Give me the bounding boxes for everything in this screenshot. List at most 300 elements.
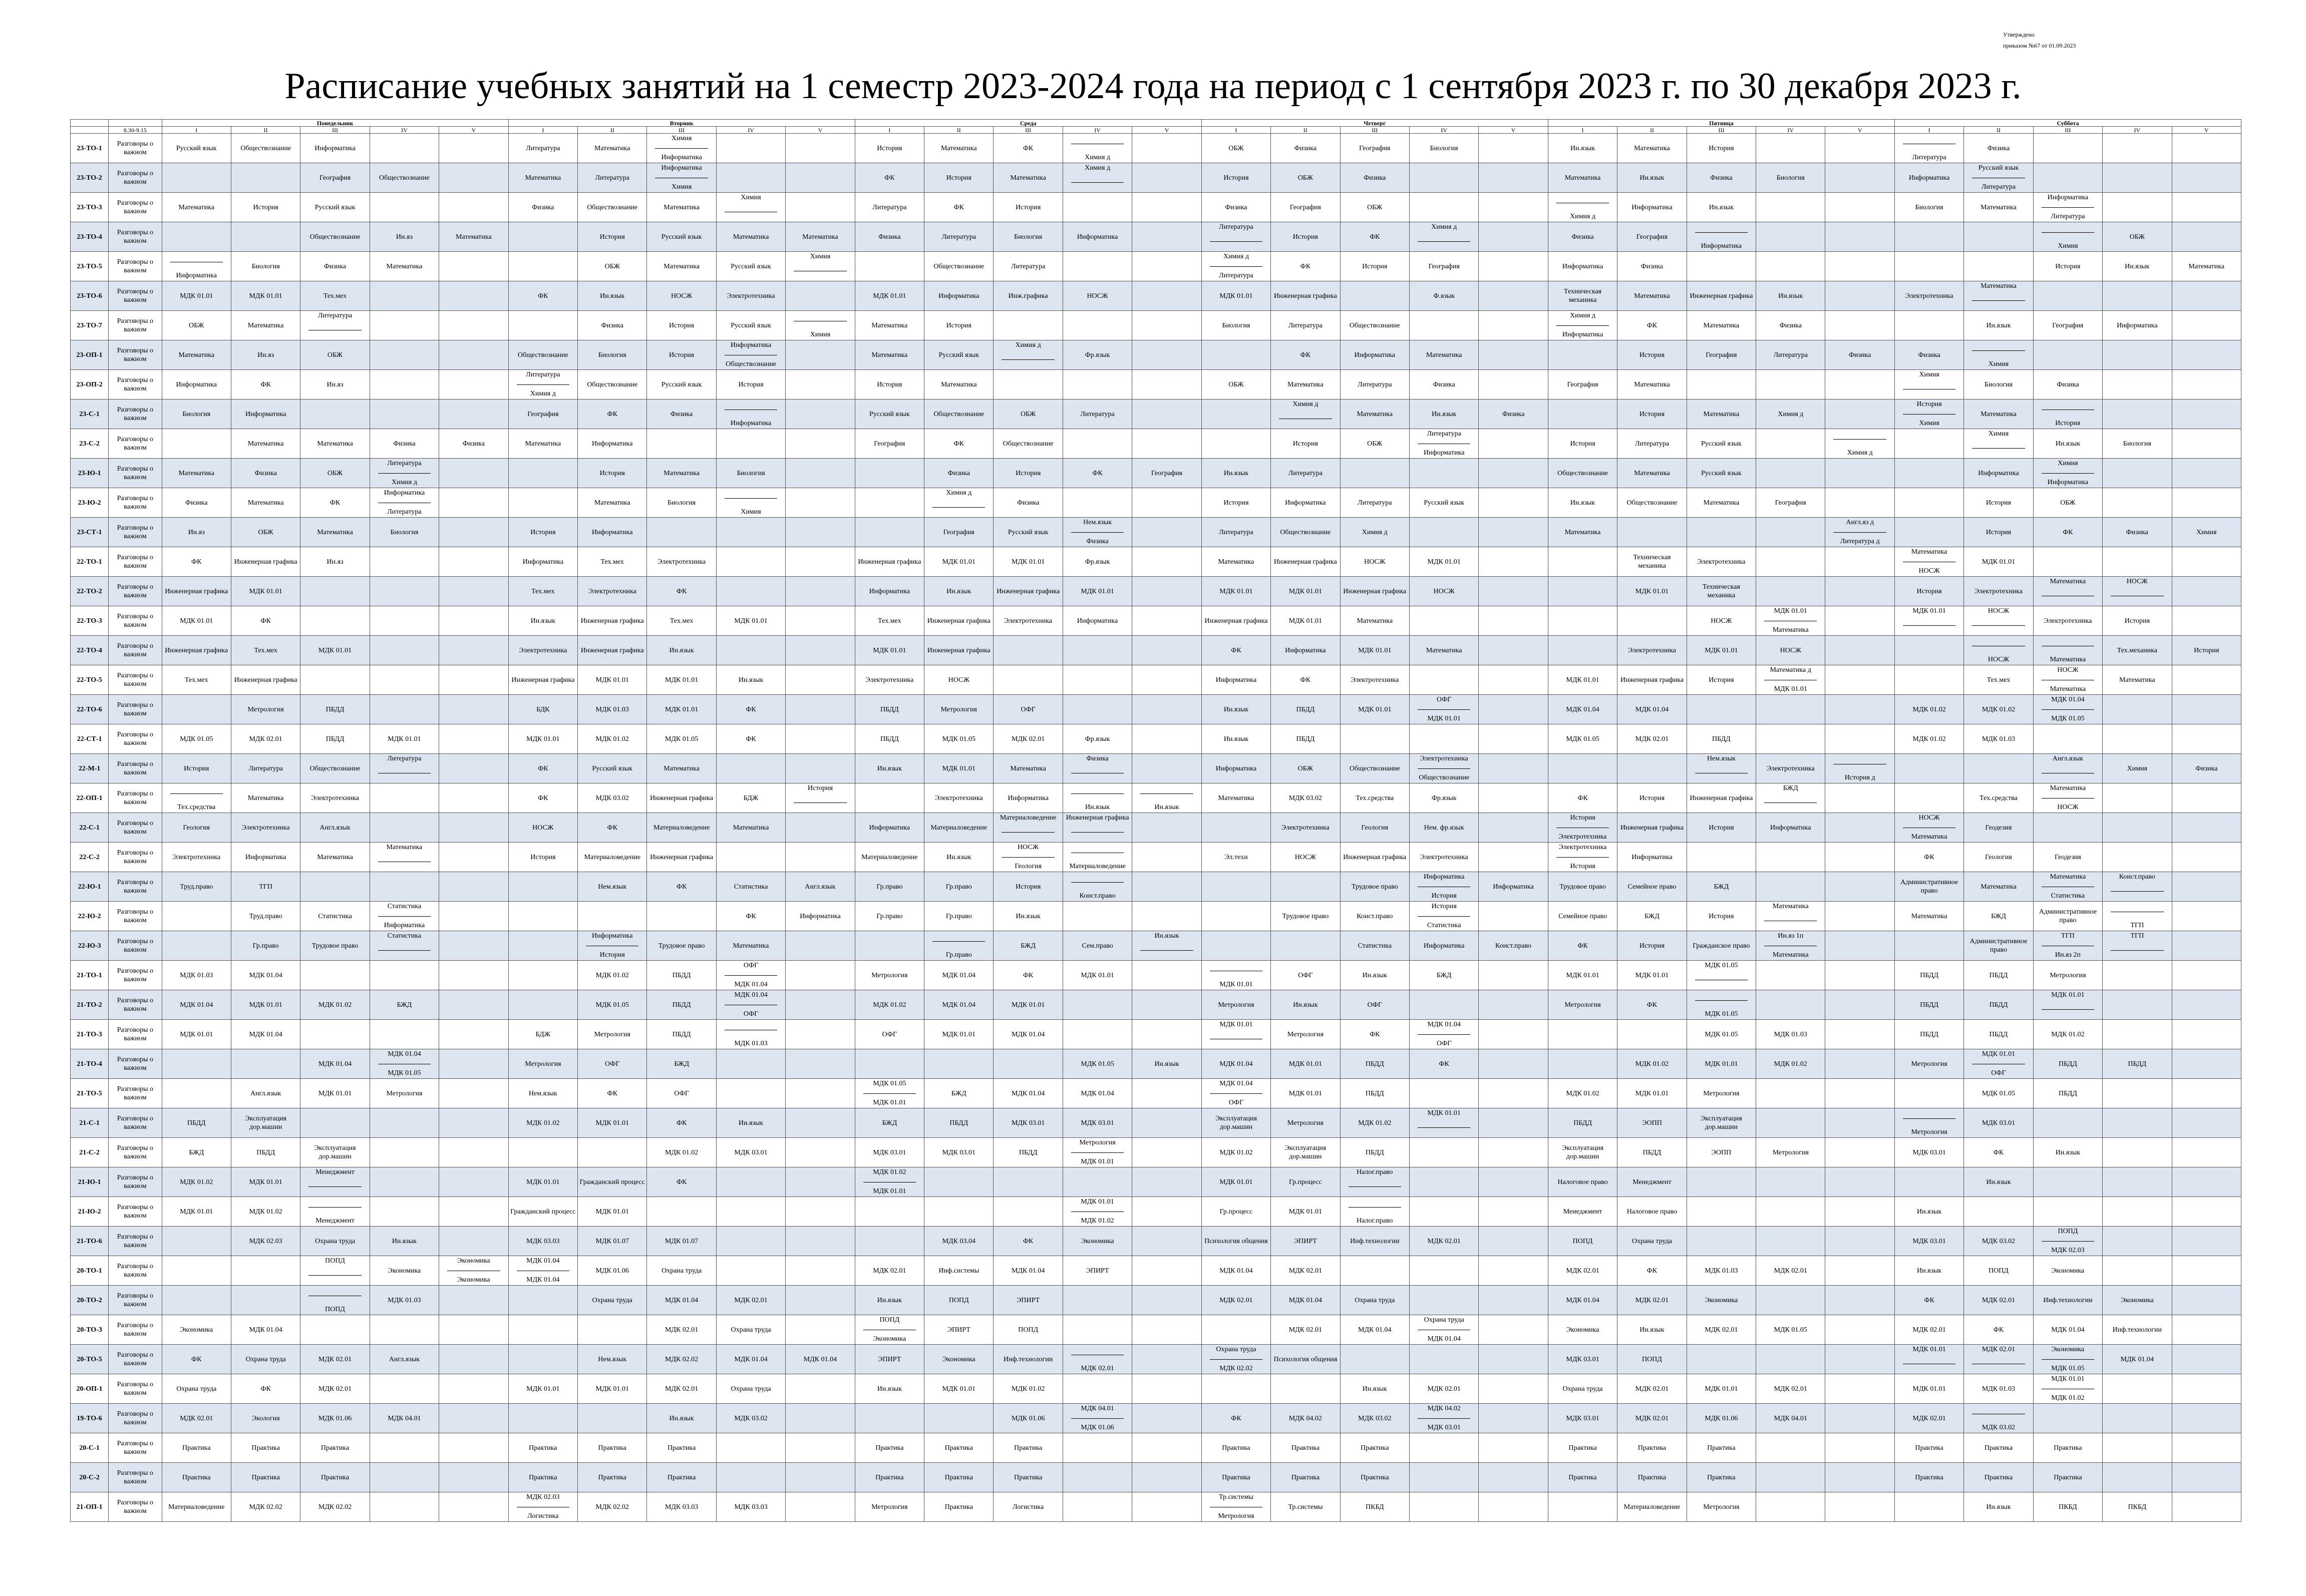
lesson-cell [716,488,785,518]
lesson-cell [1825,1492,1894,1522]
lesson-cell [924,1404,994,1433]
lesson-cell [1063,1404,1132,1433]
lesson-cell [1825,1020,1894,1049]
lesson-cell: ПОПД [924,1286,994,1315]
lesson-cell: Практика [855,1463,924,1492]
lesson-cell: ПОПД [1617,1345,1687,1374]
lesson-cell [1687,961,1756,990]
lesson-cell [1687,518,1756,547]
razgovor-cell: Разговоры о важном [109,518,162,547]
lesson-cell [786,163,855,193]
lesson-cell: Обществознание [1548,459,1617,488]
lesson-cell [1825,1374,1894,1404]
razgovor-cell: Разговоры о важном [109,222,162,252]
lesson-cell: Инф.технологии [1340,1227,1409,1256]
lesson-cell: Математика [1617,459,1687,488]
lesson-cell: История [855,134,924,163]
lesson-cell [2172,429,2241,459]
lesson-cell: История [1201,488,1270,518]
lesson-cell: Ф.язык [1409,281,1478,311]
split-lesson [2035,784,2101,812]
lesson-cell [716,134,785,163]
lesson-cell [1964,1345,2033,1374]
lesson-cell: Охрана труда [162,1374,231,1404]
split-lesson [718,341,784,369]
lesson-cell: Математика [994,754,1063,783]
lesson-cell [300,961,370,990]
lesson-cell [1132,1286,1201,1315]
razgovor-cell: Разговоры о важном [109,1020,162,1049]
lesson-top: Англ.яз д [1846,519,1874,526]
lesson-bottom: Обществознание [1419,774,1470,781]
lesson-cell [2172,1315,2241,1345]
lesson-cell [1687,370,1756,400]
lesson-cell: Экономика [1548,1315,1617,1345]
lesson-cell: МДК 01.02 [300,990,370,1020]
group-cell: 21-Ю-1 [71,1167,109,1197]
lesson-cell: МДК 01.01 [1964,547,2033,577]
lesson-cell [1132,340,1201,370]
lesson-cell: Информатика [1271,636,1340,665]
group-cell: 21-ТО-5 [71,1079,109,1108]
lesson-cell: МДК 02.02 [647,1345,716,1374]
lesson-cell [1063,872,1132,902]
lesson-cell: Информатика [1617,193,1687,222]
pair-header: IV [1063,127,1132,134]
lesson-top: МДК 01.05 [873,1080,906,1087]
lesson-cell: МДК 02.01 [994,724,1063,754]
split-lesson [1133,932,1200,960]
lesson-cell [2172,222,2241,252]
lesson-cell [508,1345,577,1374]
lesson-cell: Инженерная графика [508,665,577,695]
lesson-bottom: МДК 01.05 [1705,1010,1738,1018]
lesson-cell [439,252,508,281]
lesson-cell: Материаловедение [162,1492,231,1522]
lesson-cell: Биология [578,340,647,370]
lesson-cell [1201,961,1270,990]
lesson-cell: Нем. фр.язык [1409,813,1478,843]
split-divider [378,950,431,951]
lesson-cell: МДК 01.04 [231,1020,300,1049]
lesson-cell: Охрана труда [1617,1227,1687,1256]
lesson-cell [2172,1049,2241,1079]
razgovor-cell: Разговоры о важном [109,429,162,459]
lesson-cell [370,1374,439,1404]
lesson-top: Химия [810,253,831,260]
lesson-bottom: История [1570,863,1595,870]
lesson-cell [1756,193,1825,222]
lesson-cell [1063,990,1132,1020]
lesson-cell [439,1079,508,1108]
pair-header: III [1687,127,1756,134]
table-row [71,429,2241,459]
lesson-cell: Физика [2172,754,2241,783]
split-divider [725,498,777,499]
lesson-cell: Инженерная графика [1201,606,1270,636]
lesson-cell [1409,606,1478,636]
lesson-cell: География [1409,252,1478,281]
lesson-bottom: Информатика [661,154,702,161]
lesson-cell [786,606,855,636]
lesson-cell: НОСЖ [647,281,716,311]
lesson-cell [1132,518,1201,547]
lesson-cell: Электротехника [162,843,231,872]
lesson-cell: МДК 01.01 [1687,1374,1756,1404]
lesson-cell: Литература [1271,459,1340,488]
lesson-cell [1825,400,1894,429]
lesson-bottom: Ин.яз 2п [2055,951,2081,959]
lesson-cell: Тех.мех [1964,665,2033,695]
lesson-cell: Ин.язык [647,1404,716,1433]
lesson-cell [2172,1138,2241,1167]
lesson-cell [716,1433,785,1463]
lesson-cell: Трудовое право [1548,872,1617,902]
table-row [71,1492,2241,1522]
lesson-cell [2033,1197,2102,1227]
split-lesson [856,1316,923,1344]
lesson-cell: Физика [162,488,231,518]
lesson-cell: Биология [1756,163,1825,193]
split-lesson [1203,1493,1269,1521]
split-lesson [718,400,784,428]
lesson-cell: МДК 01.01 [924,754,994,783]
lesson-cell: ФК [994,1227,1063,1256]
lesson-cell [1409,1463,1478,1492]
lesson-cell [716,1049,785,1079]
lesson-cell [1201,931,1270,961]
split-lesson [1272,400,1339,428]
lesson-cell [439,1492,508,1522]
lesson-cell [1132,783,1201,813]
lesson-cell: Материаловедение [578,843,647,872]
lesson-cell: Математика [1201,547,1270,577]
lesson-cell: МДК 01.01 [994,990,1063,1020]
lesson-cell [370,1197,439,1227]
split-lesson [2104,902,2170,930]
lesson-bottom: Химия д [1085,154,1111,161]
lesson-cell [2172,931,2241,961]
lesson-cell [1687,1345,1756,1374]
table-row [71,1138,2241,1167]
lesson-cell: Математика [1409,636,1478,665]
lesson-cell: Математика [231,488,300,518]
lesson-top: Налог.право [1357,1168,1393,1176]
lesson-cell [231,163,300,193]
lesson-cell [1479,961,1548,990]
lesson-cell: Математика [1548,163,1617,193]
lesson-cell: Математика [1617,281,1687,311]
lesson-cell: История [1687,665,1756,695]
lesson-cell: МДК 01.02 [578,961,647,990]
razgovor-cell: Разговоры о важном [109,252,162,281]
lesson-cell: География [924,518,994,547]
lesson-cell [1132,961,1201,990]
lesson-bottom: Геология [1015,863,1042,870]
lesson-cell: НОСЖ [508,813,577,843]
lesson-cell [786,1227,855,1256]
lesson-cell: История [647,311,716,340]
lesson-cell [1201,1079,1270,1108]
lesson-top: МДК 01.01 [2051,1375,2085,1383]
lesson-cell [439,547,508,577]
lesson-cell: МДК 01.01 [578,1108,647,1138]
lesson-cell: ПБДД [1964,961,2033,990]
lesson-cell [1479,1167,1548,1197]
lesson-cell [1409,459,1478,488]
lesson-cell: Семейное право [1548,902,1617,931]
lesson-cell: История [1687,813,1756,843]
group-cell: 23-С-1 [71,400,109,429]
lesson-cell [370,931,439,961]
lesson-top: Экономика [457,1257,490,1265]
lesson-cell [370,665,439,695]
lesson-cell: МДК 02.01 [1201,1286,1270,1315]
lesson-cell [1132,1197,1201,1227]
lesson-cell [716,1197,785,1227]
lesson-cell [1479,1049,1548,1079]
lesson-cell: МДК 01.01 [647,665,716,695]
lesson-cell [1132,429,1201,459]
lesson-cell: Англ.язык [370,1345,439,1374]
lesson-cell: Электротехника [1756,754,1825,783]
razgovor-cell: Разговоры о важном [109,163,162,193]
split-divider [1833,532,1886,533]
lesson-cell: МДК 01.02 [1894,724,1963,754]
lesson-cell: Практика [1201,1433,1270,1463]
lesson-cell: МДК 03.01 [1894,1138,1963,1167]
lesson-cell [1894,370,1963,400]
lesson-cell [716,1020,785,1049]
group-cell: 23-Ю-2 [71,488,109,518]
lesson-cell [1201,400,1270,429]
lesson-cell [370,1433,439,1463]
group-cell: 21-С-1 [71,1108,109,1138]
split-lesson [1064,754,1131,782]
group-cell: 22-Ю-1 [71,872,109,902]
split-divider [1071,832,1124,833]
lesson-cell [578,902,647,931]
lesson-top: МДК 01.05 [1705,962,1738,969]
lesson-cell [1825,902,1894,931]
lesson-cell [2172,340,2241,370]
lesson-cell: ПБДД [1548,1108,1617,1138]
split-lesson [1064,814,1131,842]
lesson-cell: История [994,459,1063,488]
lesson-cell: МДК 01.01 [1201,577,1270,606]
group-cell: 21-ОП-1 [71,1492,109,1522]
lesson-cell [1479,1227,1548,1256]
lesson-cell: ФК [578,400,647,429]
lesson-cell: МДК 03.01 [855,1138,924,1167]
lesson-cell: МДК 02.01 [1617,724,1687,754]
lesson-cell: История [1617,340,1687,370]
lesson-cell: Обществознание [300,754,370,783]
lesson-top: НОСЖ [2126,578,2148,585]
lesson-bottom: История [599,951,625,959]
lesson-cell: Физика [508,193,577,222]
lesson-cell: ПБДД [1271,695,1340,724]
lesson-cell [2103,695,2172,724]
group-cell: 22-М-1 [71,754,109,783]
lesson-cell [300,1020,370,1049]
group-cell: 22-ТО-6 [71,695,109,724]
pair-header: V [2172,127,2241,134]
lesson-cell [162,163,231,193]
lesson-cell: Ин.язык [1132,1049,1201,1079]
lesson-cell: МДК 01.05 [1964,1079,2033,1108]
lesson-cell: Биология [370,518,439,547]
lesson-cell [1894,665,1963,695]
lesson-cell: БЖД [1409,961,1478,990]
lesson-cell: Фр.язык [1063,340,1132,370]
lesson-cell [508,961,577,990]
lesson-cell [370,281,439,311]
lesson-bottom: ОФГ [1228,1099,1244,1106]
lesson-cell [1548,813,1617,843]
lesson-cell [1271,1374,1340,1404]
split-divider [1695,232,1748,233]
lesson-cell [2103,1167,2172,1197]
split-divider [1071,882,1124,883]
table-row [71,1286,2241,1315]
lesson-cell: МДК 01.01 [1617,577,1687,606]
lesson-cell: Обществознание [508,340,577,370]
lesson-cell [1132,695,1201,724]
lesson-cell: Инф.системы [924,1256,994,1286]
lesson-cell: Информатика [1964,459,2033,488]
lesson-cell [2103,1138,2172,1167]
lesson-cell [1132,134,1201,163]
day-header: Суббота [1894,120,2241,127]
lesson-cell [1687,252,1756,281]
lesson-top: МДК 01.01 [1774,607,1807,615]
lesson-cell: Практика [1271,1433,1340,1463]
lesson-cell: ФК [508,783,577,813]
lesson-top: ОФГ [743,962,759,969]
lesson-cell: Фр.язык [1063,547,1132,577]
lesson-cell [1825,1167,1894,1197]
lesson-cell: Информатика [1617,843,1687,872]
lesson-cell: МДК 01.04 [1271,1286,1340,1315]
lesson-cell: МДК 01.02 [647,1138,716,1167]
split-lesson [1965,1050,2032,1078]
lesson-cell: История [2103,606,2172,636]
lesson-cell [370,193,439,222]
lesson-cell [716,843,785,872]
lesson-bottom: Тех.средства [177,804,216,811]
split-lesson [1965,607,2032,635]
lesson-cell: МДК 02.01 [1271,1315,1340,1345]
lesson-bottom: МДК 02.01 [1081,1365,1114,1372]
lesson-cell [1894,1079,1963,1108]
lesson-cell: Математика [439,222,508,252]
lesson-cell: Эксплуатация дор.машин [1201,1108,1270,1138]
split-divider [1695,1000,1748,1001]
lesson-cell: Математика [508,163,577,193]
lesson-cell: Математика [647,459,716,488]
lesson-top: БЖД [1783,784,1798,792]
lesson-cell [2103,577,2172,606]
lesson-cell [2103,547,2172,577]
lesson-cell: Физика [855,222,924,252]
lesson-cell: Ин.язык [2033,429,2102,459]
lesson-cell: География [1548,370,1617,400]
lesson-cell: Физика [647,400,716,429]
lesson-cell: Тех.мех [508,577,577,606]
lesson-cell [1825,163,1894,193]
split-lesson [301,1168,368,1196]
lesson-cell: Ин.язык [1964,1492,2033,1522]
lesson-cell [439,488,508,518]
lesson-cell: ПБДД [2033,1049,2102,1079]
lesson-cell: ПБДД [300,724,370,754]
day-header: Четверг [1201,120,1548,127]
split-lesson [2035,1345,2101,1373]
lesson-cell [1479,1197,1548,1227]
lesson-cell [1479,813,1548,843]
lesson-top: Литература [1427,430,1461,438]
lesson-cell: Метрология [855,961,924,990]
pair-header: I [162,127,231,134]
lesson-cell: ФК [162,1345,231,1374]
table-row [71,1108,2241,1138]
lesson-cell: Ин.яз [231,340,300,370]
lesson-cell [1063,695,1132,724]
lesson-cell: Инженерная графика [1617,665,1687,695]
split-lesson [2035,400,2101,428]
lesson-cell: МДК 01.01 [508,1167,577,1197]
lesson-cell: История [2033,252,2102,281]
lesson-cell [1479,1492,1548,1522]
lesson-cell [1964,1197,2033,1227]
lesson-cell [2033,577,2102,606]
lesson-cell [2103,872,2172,902]
pair-header: IV [2103,127,2172,134]
lesson-cell: МДК 01.01 [1617,961,1687,990]
lesson-cell [716,1227,785,1256]
lesson-cell [162,1256,231,1286]
lesson-cell [578,1404,647,1433]
split-lesson [1757,784,1824,812]
split-lesson [1411,1316,1477,1344]
lesson-cell: Математика [1340,400,1409,429]
lesson-cell: ФК [924,429,994,459]
table-row [71,400,2241,429]
lesson-cell [439,193,508,222]
razgovor-cell: Разговоры о важном [109,783,162,813]
lesson-bottom: Литература [2051,213,2085,220]
lesson-cell: Практика [924,1433,994,1463]
split-divider [1071,532,1124,533]
lesson-cell: География [1271,193,1340,222]
lesson-cell [1825,783,1894,813]
lesson-cell [370,961,439,990]
lesson-cell: ЭПИРТ [924,1315,994,1345]
lesson-cell [370,1108,439,1138]
lesson-cell: Физика [924,459,994,488]
lesson-cell: МДК 01.04 [231,961,300,990]
split-divider [1349,1186,1401,1187]
lesson-cell: Информатика [1271,488,1340,518]
pair-header: II [578,127,647,134]
split-divider [932,941,985,942]
lesson-top: Химия [1919,371,1939,378]
group-cell: 21-ТО-2 [71,990,109,1020]
lesson-cell [439,1463,508,1492]
lesson-bottom: МДК 01.01 [1081,1158,1114,1165]
lesson-cell: МДК 02.01 [1409,1227,1478,1256]
